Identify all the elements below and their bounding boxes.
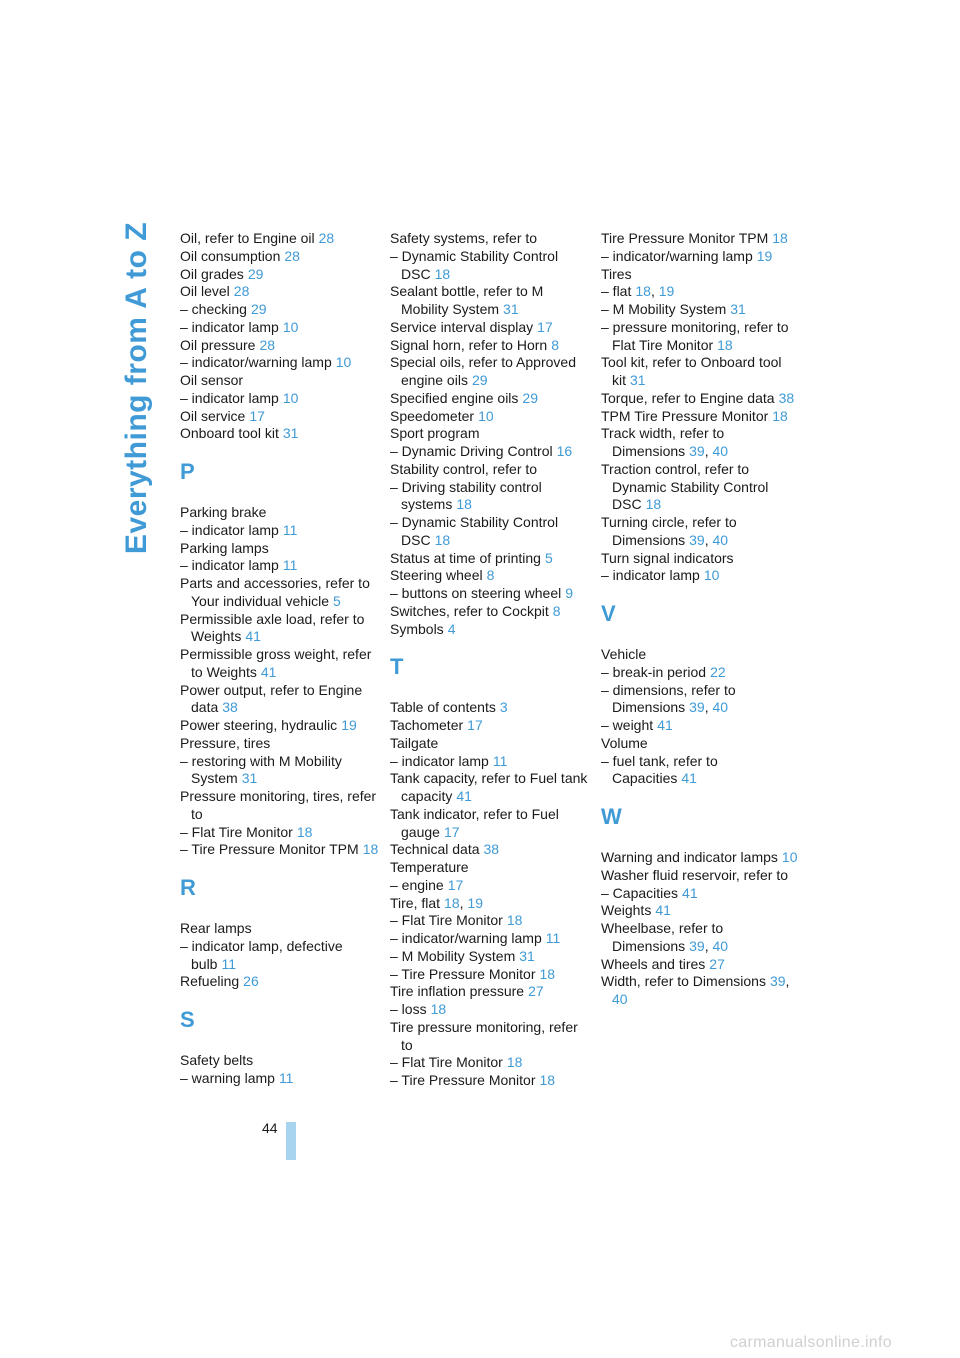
index-entry-text: Parts and accessories, refer to Your individual vehicle [180, 575, 370, 609]
index-entry-text: Turning circle, refer to Dimensions [601, 514, 737, 548]
index-entry-text: Technical data [390, 841, 480, 858]
index-entry [601, 354, 801, 390]
index-entry-text: Parking lamps [180, 539, 269, 556]
index-entry-text: Tailgate [390, 734, 439, 751]
index-letter-heading: R [180, 875, 196, 900]
index-entry [390, 912, 590, 930]
index-entry-text: – buttons on steering wheel [390, 585, 562, 601]
page-reference-link[interactable]: 39 [689, 699, 705, 716]
index-entry [180, 230, 380, 248]
index-entry [601, 514, 801, 550]
index-entry-text: Oil, refer to Engine oil [180, 230, 315, 246]
index-entry [390, 283, 590, 319]
index-entry-text: – indicator lamp [390, 752, 489, 769]
index-entry-text: – weight [601, 717, 654, 733]
index-entry-text: Stability control, refer to [390, 460, 538, 477]
page-reference-link[interactable]: 38 [222, 699, 238, 716]
index-entry-text: – indicator lamp [180, 389, 279, 406]
page-ref-separator: , [704, 937, 713, 954]
index-entry [390, 983, 590, 1001]
index-entry-text: Refueling [180, 973, 240, 990]
page-ref-separator: , [704, 443, 713, 459]
page-reference-link[interactable]: 38 [483, 841, 500, 858]
index-entry-text: Power steering, hydraulic [180, 717, 338, 733]
page-reference-link[interactable]: 8 [552, 602, 561, 619]
index-entry [601, 920, 801, 956]
index-entry [180, 372, 380, 390]
index-entry [180, 390, 380, 408]
index-entry-text: – Dynamic Stability Control DSC [390, 247, 559, 282]
page-reference-link[interactable]: 18 [772, 230, 788, 246]
index-entry-text: Tool kit, refer to Onboard tool kit [601, 354, 782, 388]
index-entry [180, 408, 380, 426]
page-reference-link[interactable]: 28 [233, 283, 250, 300]
index-column-2 [390, 230, 590, 1090]
index-entry [601, 646, 801, 664]
index-entry [180, 248, 380, 266]
index-entry [601, 902, 801, 920]
page-reference-link[interactable]: 26 [243, 973, 259, 990]
page-reference-link[interactable]: 38 [778, 389, 795, 406]
page-reference-link[interactable]: 17 [443, 823, 460, 840]
index-entry-text: Safety systems, refer to [390, 230, 538, 246]
index-entry [390, 877, 590, 895]
index-entry [180, 557, 380, 575]
index-entry [601, 408, 801, 426]
page-reference-link[interactable]: 11 [545, 930, 561, 946]
index-entry [180, 425, 380, 443]
page-ref-separator: , [704, 531, 713, 548]
index-entry [390, 603, 590, 621]
index-entry [180, 753, 380, 789]
index-entry-text: – M Mobility System [601, 301, 727, 317]
index-letter-heading: V [601, 601, 616, 626]
index-entry [390, 1054, 590, 1072]
index-entry [390, 717, 590, 735]
index-entry-text: Volume [601, 734, 648, 751]
index-entry [390, 1001, 590, 1019]
page-reference-link[interactable]: 18 [717, 336, 733, 353]
index-entry [390, 550, 590, 568]
page-reference-link[interactable]: 41 [245, 628, 261, 645]
page-reference-link[interactable]: 40 [712, 699, 729, 716]
index-entry-text: – Driving stability control systems [390, 478, 542, 513]
page-reference-link[interactable]: 39 [689, 937, 705, 954]
index-entry [390, 514, 590, 550]
index-entry-text: Power output, refer to Engine data [180, 681, 363, 716]
index-entry-text: Permissible axle load, refer to Weights [180, 610, 365, 645]
index-entry [390, 479, 590, 515]
index-entry-text: – indicator lamp [180, 318, 279, 335]
index-entry [180, 788, 380, 824]
index-entry [601, 248, 801, 266]
index-entry-text: – Dynamic Driving Control [390, 443, 553, 459]
index-entry [390, 425, 590, 443]
page-reference-link[interactable]: 18 [539, 965, 556, 982]
page-reference-link[interactable]: 40 [712, 531, 729, 548]
page-reference-link[interactable]: 5 [544, 549, 553, 566]
index-letter-heading: S [180, 1007, 195, 1032]
index-entry-text: – flat [601, 283, 632, 300]
page-reference-link[interactable]: 11 [221, 955, 237, 972]
page-reference-link[interactable]: 41 [682, 884, 698, 901]
index-entry-text: Tank indicator, refer to Fuel gauge [390, 805, 559, 840]
page-reference-link[interactable]: 22 [710, 663, 726, 680]
index-entry-text: Tachometer [390, 717, 464, 733]
index-entry-text: – Flat Tire Monitor [390, 912, 503, 929]
index-entry-text: Traction control, refer to Dynamic Stability Control DSC [601, 460, 769, 513]
index-entry-text: Specified engine oils [390, 389, 519, 406]
index-entry [601, 319, 801, 355]
index-entry [180, 682, 380, 718]
page-reference-link[interactable]: 18 [456, 496, 472, 513]
index-entry [390, 699, 590, 717]
index-entry-text: Tires [601, 265, 632, 282]
index-entry-text: Oil sensor [180, 372, 244, 388]
index-entry [180, 717, 380, 735]
index-entry-text: – break-in period [601, 663, 707, 680]
index-entry-text: – Capacities [601, 884, 679, 901]
page-ref-separator: , [785, 973, 790, 990]
index-entry [180, 266, 380, 284]
index-entry-text: Wheelbase, refer to Dimensions [601, 920, 724, 954]
index-entry [390, 461, 590, 479]
page-reference-link[interactable]: 18 [430, 1001, 447, 1017]
index-entry-text: – engine [390, 876, 444, 893]
index-entry [180, 354, 380, 372]
page-reference-link[interactable]: 8 [551, 336, 559, 353]
page-reference-link[interactable]: 17 [467, 717, 483, 733]
index-entry [390, 443, 590, 461]
index-entry-text: Oil consumption [180, 247, 281, 264]
index-entry [601, 266, 801, 284]
index-entry [180, 973, 380, 991]
page-reference-link[interactable]: 18 [434, 265, 451, 282]
index-entry-text: Weights [601, 902, 652, 919]
page-reference-link[interactable]: 17 [447, 876, 464, 893]
page-reference-link[interactable]: 40 [712, 937, 729, 954]
index-entry [390, 408, 590, 426]
index-entry [180, 1052, 380, 1070]
index-entry [601, 425, 801, 461]
index-entry-text: Onboard tool kit [180, 425, 279, 442]
page-reference-link[interactable]: 9 [565, 585, 574, 601]
index-entry-text: – indicator lamp [601, 567, 700, 584]
index-entry-text: – Flat Tire Monitor [390, 1054, 503, 1071]
index-entry-text: – indicator/warning lamp [390, 930, 542, 946]
index-entry [180, 319, 380, 337]
index-entry [601, 567, 801, 585]
page-reference-link[interactable]: 31 [503, 301, 519, 317]
index-entry [601, 717, 801, 735]
page-reference-link[interactable]: 31 [282, 425, 299, 442]
index-entry-text: – restoring with M Mobility System [180, 752, 342, 787]
index-entry-text: Parking brake [180, 504, 267, 520]
index-letter-heading: T [390, 654, 404, 680]
index-entry-text: Rear lamps [180, 920, 252, 936]
page-reference-link[interactable]: 31 [519, 947, 535, 964]
page-reference-link[interactable]: 18 [296, 823, 313, 840]
page-reference-link[interactable]: 19 [467, 894, 483, 911]
index-entry [390, 930, 590, 948]
page-reference-link[interactable]: 31 [630, 372, 646, 388]
page-reference-link[interactable]: 17 [537, 318, 553, 335]
index-entry-text: Oil grades [180, 265, 244, 282]
page-reference-link[interactable]: 10 [703, 567, 720, 584]
index-entry [601, 283, 801, 301]
index-column-3 [601, 230, 801, 1009]
index-entry [180, 920, 380, 938]
index-entry-text: – checking [180, 301, 247, 317]
index-column-1 [180, 230, 380, 1088]
page-reference-link[interactable]: 41 [456, 788, 472, 804]
index-entry [601, 301, 801, 319]
index-entry [390, 753, 590, 771]
page-reference-link[interactable]: 29 [522, 389, 538, 406]
index-entry-text: Pressure monitoring, tires, refer to [180, 788, 377, 822]
page-reference-link[interactable]: 18 [444, 894, 460, 911]
page-reference-link[interactable]: 18 [434, 531, 451, 548]
index-entry [601, 461, 801, 514]
index-entry [390, 859, 590, 877]
index-entry [390, 895, 590, 913]
page-reference-link[interactable]: 29 [471, 372, 488, 388]
index-entry-text: – indicator lamp [180, 521, 279, 538]
page-reference-link[interactable]: 27 [528, 983, 544, 1000]
page-reference-link[interactable]: 28 [318, 230, 335, 246]
index-entry-text: Tire pressure monitoring, refer to [390, 1018, 578, 1053]
index-entry-text: – Tire Pressure Monitor [390, 1072, 536, 1088]
index-entry [601, 867, 801, 885]
index-entry [180, 301, 380, 319]
index-entry [601, 849, 801, 867]
index-entry-text: Speedometer [390, 407, 475, 424]
index-entry-text: – loss [390, 1001, 427, 1017]
index-entry-text: Washer fluid reservoir, refer to [601, 866, 788, 883]
index-entry [180, 646, 380, 682]
index-entry-text: – Tire Pressure Monitor [390, 965, 536, 982]
index-entry-text: Status at time of printing [390, 549, 541, 566]
index-entry-text: Oil pressure [180, 336, 256, 353]
index-entry [390, 621, 590, 639]
index-entry-text: Tank capacity, refer to Fuel tank capacity [390, 770, 588, 804]
page-reference-link[interactable]: 18 [645, 496, 662, 513]
index-entry [180, 575, 380, 611]
index-entry-text: Sealant bottle, refer to M Mobility System [390, 283, 544, 317]
index-letter-heading: P [180, 459, 195, 484]
page-ref-separator: , [650, 283, 659, 300]
index-entry-text: Steering wheel [390, 567, 483, 584]
index-entry-text: – indicator/warning lamp [180, 354, 332, 371]
index-entry-text: Tire Pressure Monitor TPM [601, 230, 769, 246]
index-entry-text: Pressure, tires [180, 734, 271, 751]
watermark: carmanualsonline.info [730, 1334, 892, 1351]
page-number: 44 [262, 1120, 278, 1136]
index-entry-text: Signal horn, refer to Horn [390, 336, 548, 353]
index-entry-text: – indicator lamp [180, 557, 279, 574]
page-reference-link[interactable]: 19 [658, 283, 675, 300]
index-entry-text: – Dynamic Stability Control DSC [390, 514, 559, 548]
index-entry-text: Vehicle [601, 646, 647, 662]
index-entry [180, 824, 380, 842]
page-reference-link[interactable]: 29 [247, 265, 264, 282]
page-reference-link[interactable]: 10 [282, 318, 299, 335]
page-reference-link[interactable]: 10 [282, 389, 299, 406]
index-entry-text: Wheels and tires [601, 955, 706, 972]
index-entry-text: Temperature [390, 859, 469, 875]
index-entry [601, 390, 801, 408]
page-reference-link[interactable]: 18 [362, 841, 379, 858]
index-entry [390, 585, 590, 603]
index-entry-text: Tire inflation pressure [390, 983, 525, 1000]
page-reference-link[interactable]: 18 [506, 1054, 523, 1071]
index-entry-text: – warning lamp [180, 1069, 275, 1086]
index-entry [180, 540, 380, 558]
page-reference-link[interactable]: 19 [341, 717, 357, 733]
index-entry-text: Symbols [390, 620, 444, 637]
page-reference-link[interactable]: 41 [655, 902, 671, 919]
index-entry [180, 522, 380, 540]
index-entry-text: Torque, refer to Engine data [601, 389, 775, 406]
index-entry [390, 1019, 590, 1055]
index-entry [390, 966, 590, 984]
index-letter-heading: W [601, 804, 622, 829]
index-entry-text: – Tire Pressure Monitor TPM [180, 841, 359, 858]
index-entry-text: – pressure monitoring, refer to Flat Tire Monitor [601, 318, 789, 353]
page-reference-link[interactable]: 5 [333, 592, 341, 609]
index-entry-text: Safety belts [180, 1052, 254, 1068]
page-reference-link[interactable]: 11 [282, 557, 298, 574]
index-entry-text: Width, refer to Dimensions [601, 973, 766, 990]
page-number-bar [286, 1122, 296, 1160]
page-reference-link[interactable]: 18 [635, 283, 651, 300]
page-reference-link[interactable]: 3 [499, 699, 508, 716]
page-reference-link[interactable]: 31 [241, 770, 258, 787]
index-entry-text: Service interval display [390, 318, 534, 335]
page-reference-link[interactable]: 39 [689, 531, 705, 548]
page-reference-link[interactable]: 39 [689, 443, 705, 459]
index-entry [601, 956, 801, 974]
index-entry-text: Switches, refer to Cockpit [390, 602, 549, 619]
index-entry-text: – M Mobility System [390, 947, 516, 964]
index-entry [601, 550, 801, 568]
index-entry [601, 753, 801, 789]
index-entry [390, 337, 590, 355]
page-reference-link[interactable]: 41 [260, 663, 277, 680]
index-entry [390, 567, 590, 585]
page-reference-link[interactable]: 39 [769, 973, 786, 990]
page-reference-link[interactable]: 4 [447, 620, 456, 637]
page-reference-link[interactable]: 10 [478, 407, 494, 424]
index-entry-text: Special oils, refer to Approved engine oils [390, 354, 576, 388]
index-entry [390, 230, 590, 248]
index-entry [180, 938, 380, 974]
index-entry-text: Track width, refer to Dimensions [601, 425, 725, 459]
index-entry-text: Permissible gross weight, refer to Weights [180, 646, 372, 680]
index-entry-text: Oil level [180, 283, 230, 300]
index-entry-text: TPM Tire Pressure Monitor [601, 407, 769, 424]
page-reference-link[interactable]: 19 [756, 247, 773, 264]
page-reference-link[interactable]: 28 [259, 336, 276, 353]
index-entry [601, 230, 801, 248]
index-entry-text: Warning and indicator lamps [601, 849, 778, 865]
index-entry [601, 885, 801, 903]
side-section-title-text: Everything from A to Z [120, 221, 153, 555]
index-entry [390, 770, 590, 806]
page-reference-link[interactable]: 16 [556, 443, 573, 459]
page-reference-link[interactable]: 28 [284, 247, 300, 264]
page-reference-link[interactable]: 40 [712, 443, 729, 459]
index-entry-text: – indicator/warning lamp [601, 247, 753, 264]
index-entry-text: – dimensions, refer to Dimensions [601, 681, 736, 716]
index-entry-text: Table of contents [390, 699, 496, 716]
index-entry [390, 1072, 590, 1090]
page-reference-link[interactable]: 40 [612, 991, 628, 1007]
index-entry [601, 735, 801, 753]
page-reference-link[interactable]: 17 [249, 407, 265, 424]
index-entry [390, 319, 590, 337]
page-reference-link[interactable]: 41 [657, 717, 673, 733]
index-entry [390, 354, 590, 390]
index-entry [180, 504, 380, 522]
index-entry [180, 611, 380, 647]
page-reference-link[interactable]: 8 [486, 567, 495, 584]
page-reference-link[interactable]: 10 [335, 354, 352, 371]
page-reference-link[interactable]: 18 [506, 912, 523, 929]
index-entry [390, 390, 590, 408]
index-entry [390, 806, 590, 842]
page-reference-link[interactable]: 18 [539, 1072, 556, 1088]
page-ref-separator: , [704, 699, 713, 716]
side-section-title [120, 221, 153, 555]
index-entry [601, 973, 801, 1009]
index-entry [180, 735, 380, 753]
index-entry-text: Tire, flat [390, 894, 441, 911]
page-reference-link[interactable]: 11 [278, 1069, 294, 1086]
index-entry [180, 1070, 380, 1088]
index-entry [390, 735, 590, 753]
page-reference-link[interactable]: 31 [730, 301, 746, 317]
index-entry [390, 248, 590, 284]
index-entry-text: – Flat Tire Monitor [180, 823, 293, 840]
index-entry [390, 841, 590, 859]
index-entry [180, 841, 380, 859]
page-reference-link[interactable]: 41 [681, 770, 697, 787]
page-reference-link[interactable]: 18 [772, 407, 788, 424]
index-entry-text: Sport program [390, 425, 480, 442]
index-entry-text: – fuel tank, refer to Capacities [601, 752, 718, 787]
index-entry-text: Oil service [180, 407, 246, 424]
index-entry [390, 948, 590, 966]
page-reference-link[interactable]: 11 [492, 752, 508, 769]
index-entry [601, 664, 801, 682]
index-entry-text: Turn signal indicators [601, 549, 734, 566]
page-reference-link[interactable]: 27 [709, 955, 725, 972]
page-reference-link[interactable]: 11 [282, 521, 298, 538]
page-ref-separator: , [459, 894, 468, 911]
page-reference-link[interactable]: 29 [250, 301, 267, 317]
index-entry [180, 283, 380, 301]
index-entry [601, 682, 801, 718]
page-reference-link[interactable]: 10 [781, 849, 798, 865]
index-entry [180, 337, 380, 355]
index-entry-text: – indicator lamp, defective bulb [180, 937, 343, 972]
